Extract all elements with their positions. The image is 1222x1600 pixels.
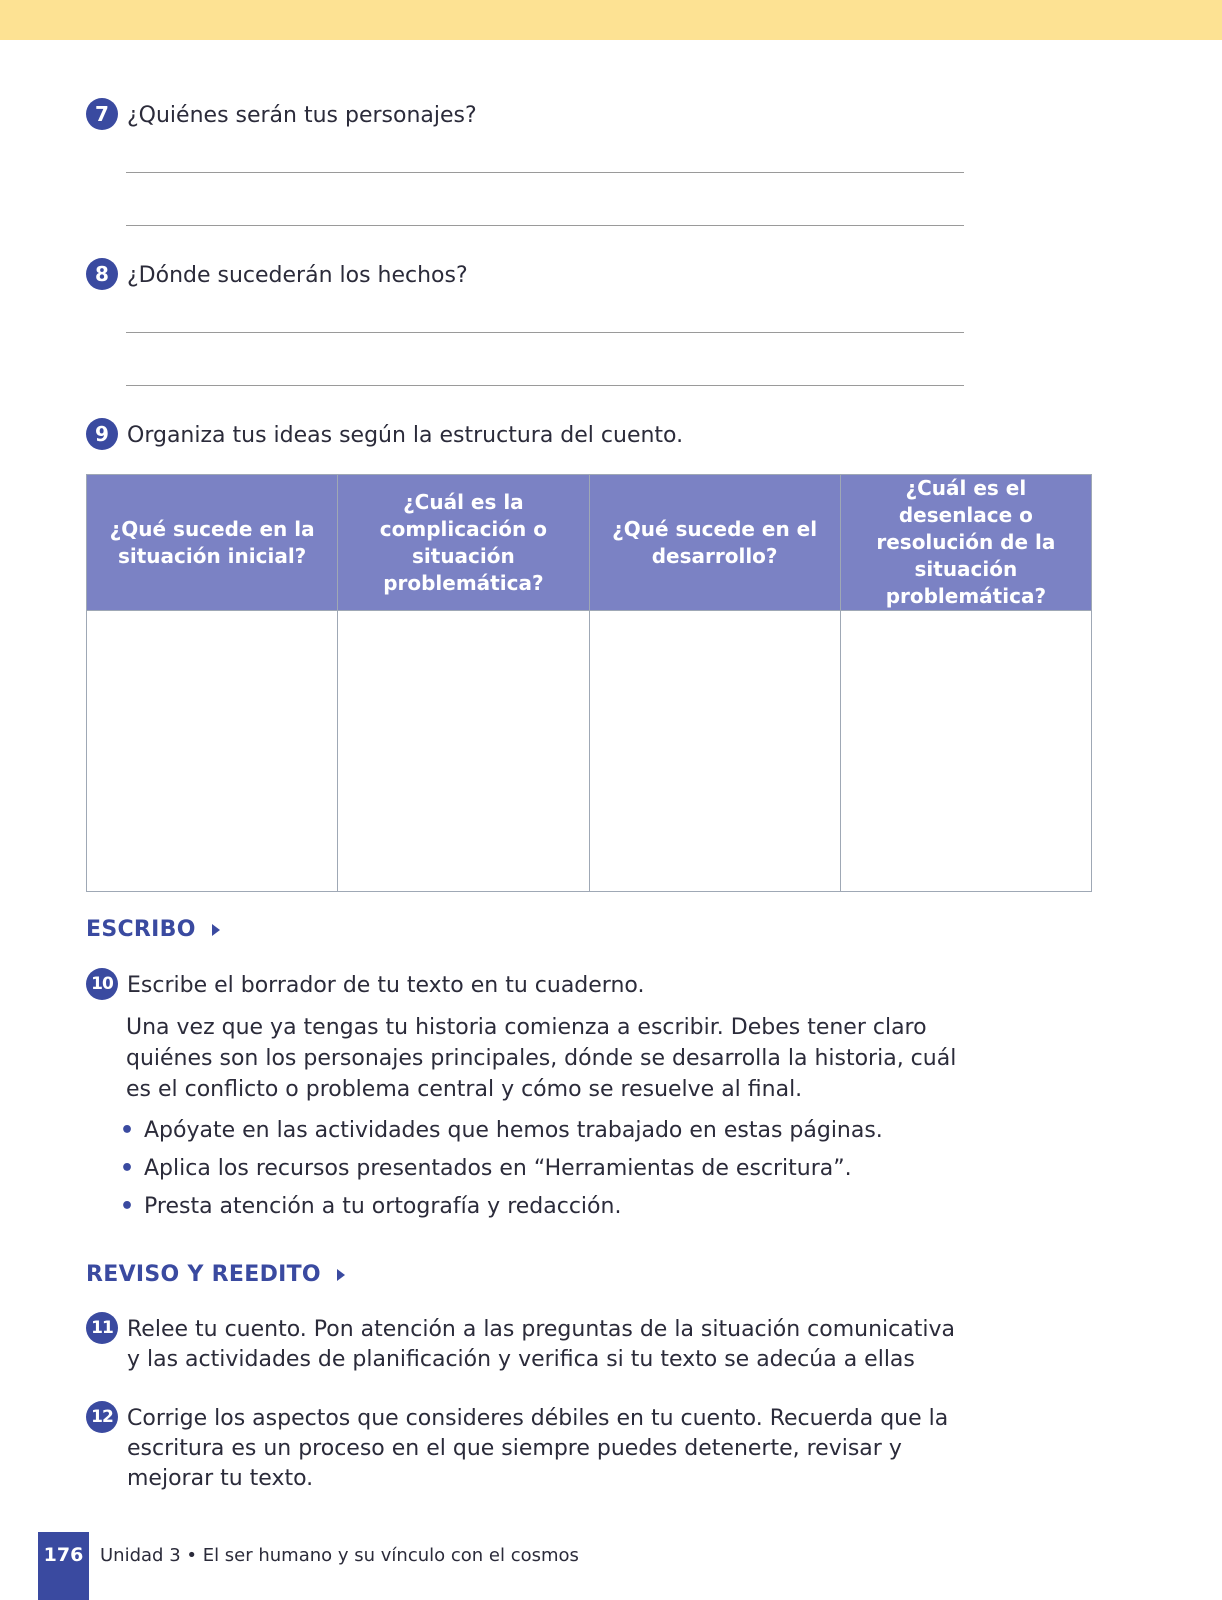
question-text: ¿Quiénes serán tus personajes? <box>127 103 477 128</box>
answer-cell-desenlace[interactable] <box>840 611 1091 892</box>
list-item-text: Aplica los recursos presentados en “Herramientas de escritura”. <box>144 1156 852 1181</box>
table-header-row <box>87 475 1092 611</box>
instruction-paragraph: Una vez que ya tengas tu historia comienza a escribir. Debes tener claro quiénes son los personajes principales, dónde se desarrolla la historia, cuál es el conflicto o problema central y cómo se resuelve al final. <box>126 1015 957 1102</box>
question-9 <box>86 418 683 451</box>
header-desenlace: ¿Cuál es el desenlace o resolución de la situación problemática? <box>840 475 1091 611</box>
answer-line[interactable] <box>126 332 964 333</box>
question-number-badge: 12 <box>86 1401 118 1433</box>
answer-cell-situacion-inicial[interactable] <box>87 611 338 892</box>
header-complicacion: ¿Cuál es la complicación o situación problemática? <box>338 475 589 611</box>
answer-cell-complicacion[interactable] <box>338 611 589 892</box>
question-12 <box>86 1401 967 1494</box>
question-11 <box>86 1312 957 1375</box>
question-8 <box>86 258 468 291</box>
list-item <box>120 1154 883 1184</box>
section-title-escribo <box>86 917 220 942</box>
question-number-badge: 11 <box>86 1312 118 1344</box>
answer-line[interactable] <box>126 385 964 386</box>
header-desarrollo: ¿Qué sucede en el desarrollo? <box>589 475 840 611</box>
table-row <box>87 611 1092 892</box>
triangle-arrow-icon <box>337 1269 345 1281</box>
header-situacion-inicial: ¿Qué sucede en la situación inicial? <box>87 475 338 611</box>
section-title-text: ESCRIBO <box>86 917 196 942</box>
question-text: ¿Dónde sucederán los hechos? <box>127 263 468 288</box>
question-number-badge: 8 <box>86 258 118 290</box>
question-text: Corrige los aspectos que consideres débiles en tu cuento. Recuerda que la escritura es un proceso en el que siempre puedes detenerte, revisar y mejorar tu texto. <box>127 1406 949 1491</box>
question-number-badge: 10 <box>86 968 118 1000</box>
answer-cell-desarrollo[interactable] <box>589 611 840 892</box>
answer-line[interactable] <box>126 172 964 173</box>
top-color-band <box>0 0 1222 40</box>
page-number: 176 <box>38 1532 89 1600</box>
question-10 <box>86 968 644 1001</box>
tips-list <box>120 1116 883 1230</box>
answer-line[interactable] <box>126 225 964 226</box>
question-text: Organiza tus ideas según la estructura del cuento. <box>127 423 684 448</box>
section-title-text: REVISO Y REEDITO <box>86 1262 321 1287</box>
list-item-text: Apóyate en las actividades que hemos trabajado en estas páginas. <box>144 1118 883 1143</box>
list-item <box>120 1192 883 1222</box>
story-structure-table <box>86 474 1092 892</box>
section-title-reviso <box>86 1262 345 1287</box>
triangle-arrow-icon <box>212 924 220 936</box>
question-number-badge: 7 <box>86 98 118 130</box>
question-text: Escribe el borrador de tu texto en tu cuaderno. <box>127 973 645 998</box>
question-text: Relee tu cuento. Pon atención a las preguntas de la situación comunicativa y las actividades de planificación y verifica si tu texto se adecúa a ellas <box>127 1317 955 1372</box>
list-item <box>120 1116 883 1146</box>
question-number-badge: 9 <box>86 418 118 450</box>
bullet-icon: • <box>120 1118 135 1143</box>
list-item-text: Presta atención a tu ortografía y redacción. <box>144 1194 622 1219</box>
bullet-icon: • <box>120 1194 135 1219</box>
bullet-icon: • <box>120 1156 135 1181</box>
unit-label: Unidad 3 • El ser humano y su vínculo con el cosmos <box>100 1545 579 1566</box>
question-7 <box>86 98 477 131</box>
